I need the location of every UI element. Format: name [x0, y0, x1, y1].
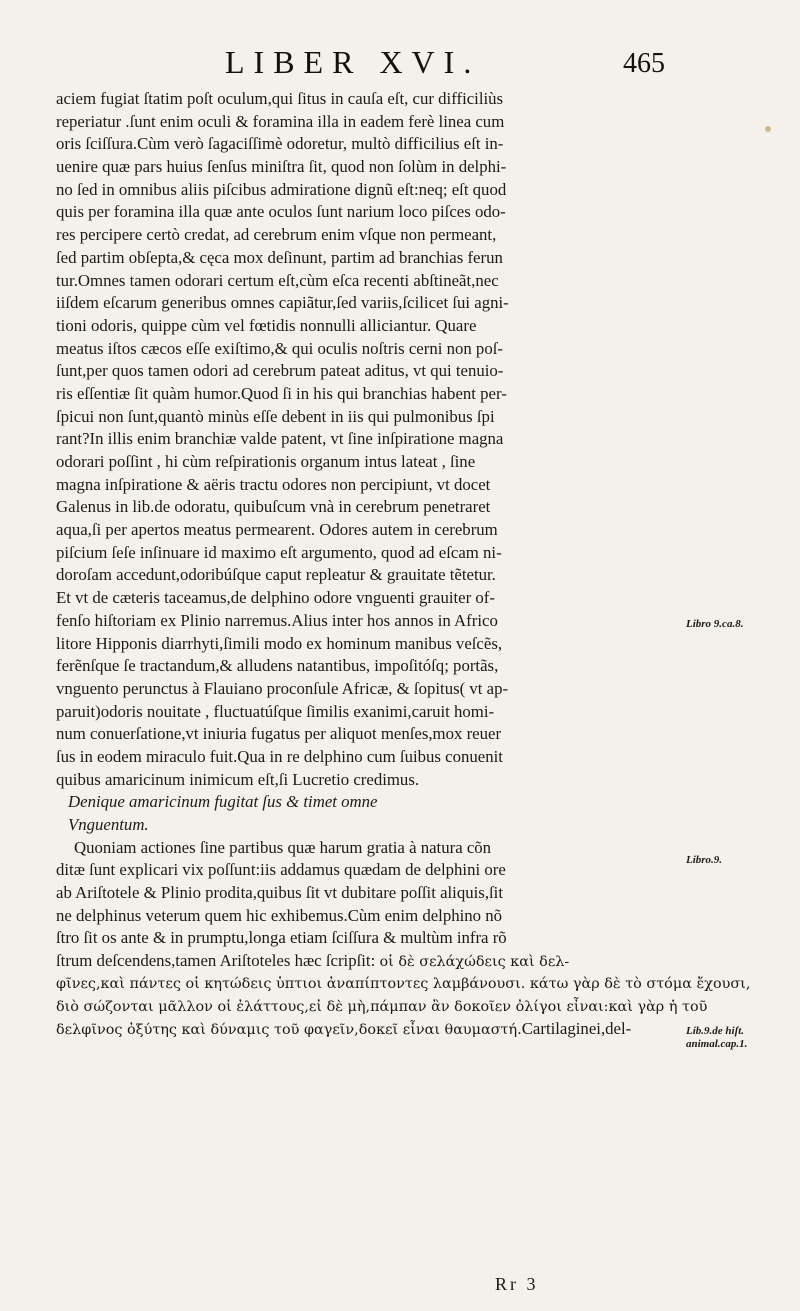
text-line: vnguento perunctus à Flauiano proconſule Africæ, & ſopitus( vt ap-	[56, 678, 509, 698]
text-line: odorari poſſint , hi cùm reſpirationis organum intus lateat , ſine	[56, 452, 476, 471]
text-line: ferẽnſque ſe tractandum,& alludens natantibus, impoſitóſq; portãs,	[56, 656, 499, 676]
margin-note: animal.cap.1.	[686, 1038, 748, 1050]
text-line: ſpicui non ſunt,quantò minùs eſſe debent in iis qui pulmonibus ſpi	[56, 406, 495, 426]
text-fragment: Cartilaginei,del-	[521, 1019, 632, 1039]
signature-mark: Rr 3	[495, 1274, 539, 1294]
running-title: LIBER XVI.	[225, 44, 481, 80]
text-line: Et vt de cæteris taceamus,de delphino odore vnguenti grauiter of-	[56, 588, 495, 608]
text-line: tur.Omnes tamen odorari certum eſt,cùm eſca recenti abſtineãt,nec	[56, 270, 499, 290]
text-line: oris ſciſſura.Cùm verò ſagaciſſimè odoretur, multò difficilius eſt in-	[56, 134, 504, 154]
text-line: tioni odoris, quippe cùm vel fœtidis nonnulli alliciantur. Quare	[56, 315, 477, 335]
text-line: iiſdem eſcarum generibus omnes capiãtur,ſed variis,ſcilicet ſui agni-	[56, 293, 509, 313]
text-line: meatus iſtos cæcos eſſe exiſtimo,& qui oculis noſtris cerni non poſ-	[56, 338, 503, 358]
text-line: rant?In illis enim branchiæ valde patent, vt ſine inſpiratione magna	[56, 429, 504, 449]
text-line: aqua,ſi per apertos meatus permearent. Odores autem in cerebrum	[56, 520, 498, 540]
quote-line: Vnguentum.	[68, 815, 149, 834]
text-line: ditæ ſunt explicari vix poſſunt:iis addamus quædam de delphini ore	[56, 860, 506, 880]
text-line	[56, 1018, 656, 1041]
text-line: fenſo hiſtoriam ex Plinio narremus.Alius inter hos annos in Africo	[56, 610, 498, 630]
paper-speck	[765, 126, 771, 132]
text-line: ab Ariſtotele & Plinio prodita,quibus ſit vt dubitare poſſit aliquis,ſit	[56, 883, 503, 903]
text-line: no ſed in omnibus aliis piſcibus admiratione dignũ eſt:neq; eſt quod	[56, 179, 507, 199]
text-line: doroſam accedunt,odoribúſque caput repleatur & grauitate tẽtetur.	[56, 565, 496, 585]
greek-line: φῖνες,καὶ πάντες οἱ κητώδεις ὑπτιοι ἀναπίπτοντες λαμβάνουσι. κάτω γὰρ δὲ τὸ στόμα ἔχουσι,	[56, 975, 751, 992]
text-line: ne delphinus veterum quem hic exhibemus.Cùm enim delphino nõ	[56, 905, 503, 925]
text-fragment: ſtrum deſcendens,tamen Ariſtoteles hæc ſcripſit:	[56, 951, 376, 971]
text-line: quis per foramina illa quæ ante oculos ſunt narium loco piſces odo-	[56, 202, 506, 222]
text-line: Quoniam actiones ſine partibus quæ harum gratia à natura cõn	[74, 837, 492, 857]
text-line: litore Hipponis diarrhyti,ſimili modo ex hominum manibus veſcẽs,	[56, 633, 503, 653]
text-line: num conuerſatione,vt iniuria fugatus per aliquot menſes,mox reuer	[56, 724, 502, 744]
quote-line: Denique amaricinum fugitat ſus & timet omne	[68, 792, 378, 812]
text-line: ſed partim obſepta,& cęca mox deſinunt, partim ad branchias ferun	[56, 247, 503, 267]
margin-note: Libro.9.	[686, 854, 723, 866]
text-line: ſtro ſit os ante & in prumptu,longa etiam ſciſſura & multùm infra rõ	[56, 928, 507, 948]
page-number: 465	[623, 48, 665, 79]
text-line: reperiatur .ſunt enim oculi & foramina illa in eadem ferè linea cum	[56, 111, 505, 131]
text-line: ris eſſentiæ ſit quàm humor.Quod ſi in his qui branchias habent per-	[56, 383, 507, 403]
text-line: ſunt,per quos tamen odori ad cerebrum pateat aditus, vt qui tenuio-	[56, 361, 504, 381]
margin-note: Lib.9.de hiſt.	[686, 1025, 745, 1037]
text-line	[56, 950, 656, 973]
greek-line: διὸ σώζονται μᾶλλον οἱ ἐλάττους,εἰ δὲ μὴ,πάμπαν ἂν δοκοῖεν ὀλίγοι εἶναι:καὶ γὰρ ἡ τοῦ	[56, 998, 708, 1015]
text-line: piſcium ſeſe inſinuare id maximo eſt argumento, quod ad eſcam ni-	[56, 542, 502, 562]
text-line: paruit)odoris nouitate , fluctuatúſque ſimilis exanimi,caruit homi-	[56, 701, 495, 721]
text-line: uenire quæ pars huius ſenſus miniſtra ſit, quod non ſolùm in delphi-	[56, 157, 507, 177]
text-line: quibus amaricinum inimicum eſt,ſi Lucretio credimus.	[56, 769, 420, 789]
text-line: aciem fugiat ſtatim poſt oculum,qui ſitus in cauſa eſt, cur difficiliùs	[56, 89, 504, 108]
greek-fragment: δελφῖνος ὀξύτης καὶ δύναμις τοῦ φαγεῖν,δοκεῖ εἶναι θαυμαστή.	[56, 1022, 522, 1039]
text-line: res percipere certò credat, ad cerebrum enim vſque non permeant,	[56, 225, 497, 245]
greek-fragment: οἱ δὲ σελάχώδεις καὶ δελ-	[379, 954, 570, 971]
margin-note: Libro 9.ca.8.	[686, 618, 744, 630]
text-line: ſus in eodem miraculo fuit.Qua in re delphino cum ſuibus conuenit	[56, 746, 503, 766]
text-line: Galenus in lib.de odoratu, quibuſcum vnà in cerebrum penetraret	[56, 497, 491, 517]
text-line: magna inſpiratione & aëris tractu odores non percipiunt, vt docet	[56, 474, 491, 494]
page-header	[0, 40, 800, 90]
